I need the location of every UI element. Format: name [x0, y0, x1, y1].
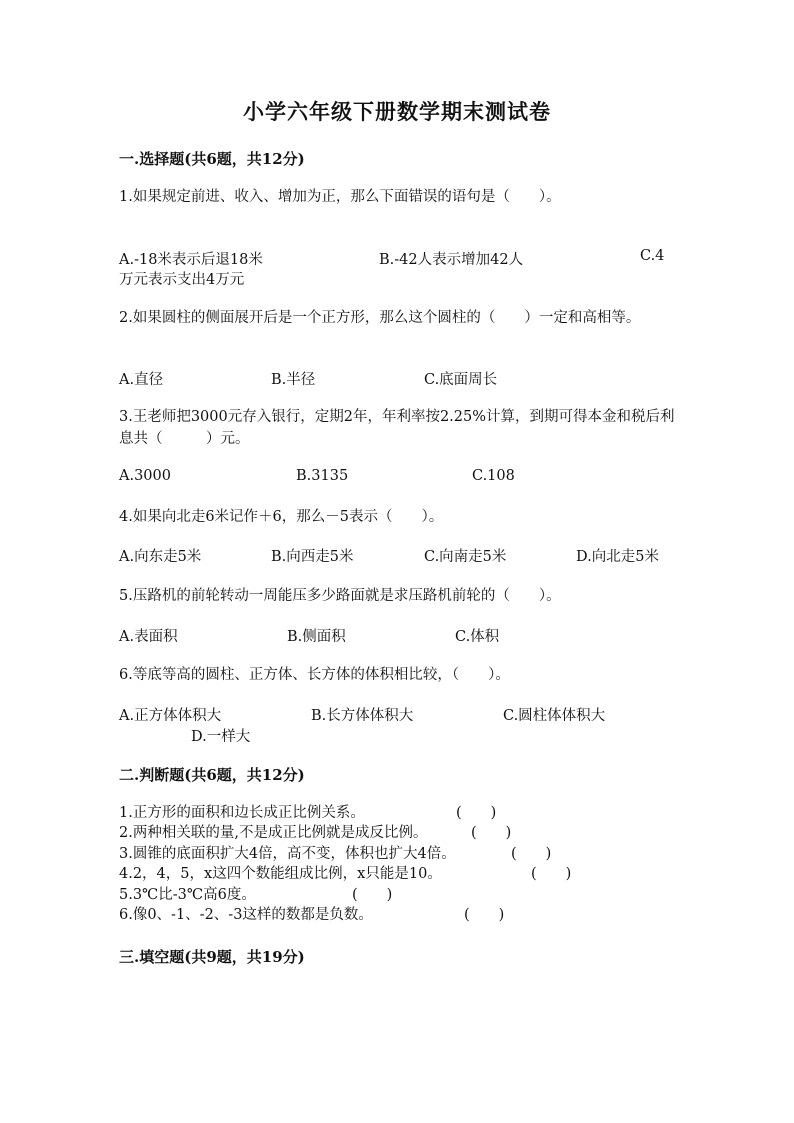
judge-question-2-text: 2.两种相关联的量,不是成正比例就是成反比例。: [119, 825, 428, 841]
judge-question-6: [119, 905, 505, 925]
judge-question-3-answer-blank: ( ): [511, 846, 552, 862]
choice-question-6-option-a: A.正方体体积大: [119, 708, 222, 724]
choice-question-6-option-c: C.圆柱体体积大: [503, 708, 606, 724]
choice-question-4-option-a: A.向东走5米: [119, 549, 202, 565]
judge-question-4: [119, 864, 572, 884]
choice-question-2-option-b: B.半径: [271, 372, 316, 388]
choice-question-6-stem: 6.等底等高的圆柱、正方体、长方体的体积相比较，（ ）。: [119, 667, 510, 683]
choice-question-2-option-c: C.底面周长: [424, 372, 498, 388]
choice-question-5-option-b: B.侧面积: [287, 629, 346, 645]
judge-question-2: [119, 823, 512, 843]
page-title: 小学六年级下册数学期末测试卷: [243, 99, 551, 124]
choice-question-1-option-b: B.-42人表示增加42人: [379, 252, 524, 268]
choice-question-6-option-b: B.长方体体积大: [311, 708, 414, 724]
section-heading-choice: 一.选择题(共6题，共12分): [119, 150, 305, 168]
judge-question-5-answer-blank: ( ): [352, 887, 393, 903]
judge-question-6-answer-blank: ( ): [464, 907, 505, 923]
section-heading-fill: 三.填空题(共9题，共19分): [119, 948, 305, 966]
judge-question-3: [119, 844, 552, 864]
judge-question-5: [119, 885, 393, 905]
choice-question-1-stem: 1.如果规定前进、收入、增加为正，那么下面错误的语句是（ ）。: [119, 189, 561, 205]
judge-question-6-text: 6.像0、-1、-2、-3这样的数都是负数。: [119, 907, 373, 923]
judge-question-2-answer-blank: ( ): [471, 825, 512, 841]
choice-question-3-option-b: B.3135: [296, 468, 349, 484]
choice-question-6-option-d: D.一样大: [191, 729, 251, 745]
choice-question-4-option-c: C.向南走5米: [424, 549, 507, 565]
judge-question-1-text: 1.正方形的面积和边长成正比例关系。: [119, 805, 365, 821]
choice-question-4-stem: 4.如果向北走6米记作＋6，那么－5表示（ ）。: [119, 509, 444, 525]
choice-question-2-option-a: A.直径: [119, 372, 164, 388]
choice-question-2-stem: 2.如果圆柱的侧面展开后是一个正方形，那么这个圆柱的（ ）一定和高相等。: [119, 310, 641, 326]
judge-question-5-text: 5.3℃比-3℃高6度。: [119, 887, 256, 903]
choice-question-4-option-b: B.向西走5米: [271, 549, 354, 565]
choice-question-1-option-a: A.-18米表示后退18米: [119, 252, 263, 268]
choice-question-5-option-c: C.体积: [455, 629, 500, 645]
choice-question-3-stem: 3.王老师把3000元存入银行，定期2年，年利率按2.25%计算，到期可得本金和税后利息共（ ）元。: [119, 409, 675, 447]
judge-question-1: [119, 803, 497, 823]
choice-question-5-stem: 5.压路机的前轮转动一周能压多少路面就是求压路机前轮的（ ）。: [119, 588, 561, 604]
choice-question-1-option-c-cont: 万元表示支出4万元: [119, 272, 245, 288]
section-heading-judge: 二.判断题(共6题，共12分): [119, 766, 305, 784]
choice-question-4-option-d: D.向北走5米: [576, 549, 659, 565]
judge-question-4-answer-blank: ( ): [531, 866, 572, 882]
choice-question-3-option-a: A.3000: [119, 468, 171, 484]
judge-question-4-text: 4.2，4，5，x这四个数能组成比例，x只能是10。: [119, 866, 442, 882]
choice-question-5-option-a: A.表面积: [119, 629, 178, 645]
judge-question-1-answer-blank: ( ): [456, 805, 497, 821]
judge-question-3-text: 3.圆锥的底面积扩大4倍，高不变，体积也扩大4倍。: [119, 846, 456, 862]
choice-question-1-option-c: C.4: [640, 248, 665, 264]
choice-question-3-option-c: C.108: [472, 468, 515, 484]
